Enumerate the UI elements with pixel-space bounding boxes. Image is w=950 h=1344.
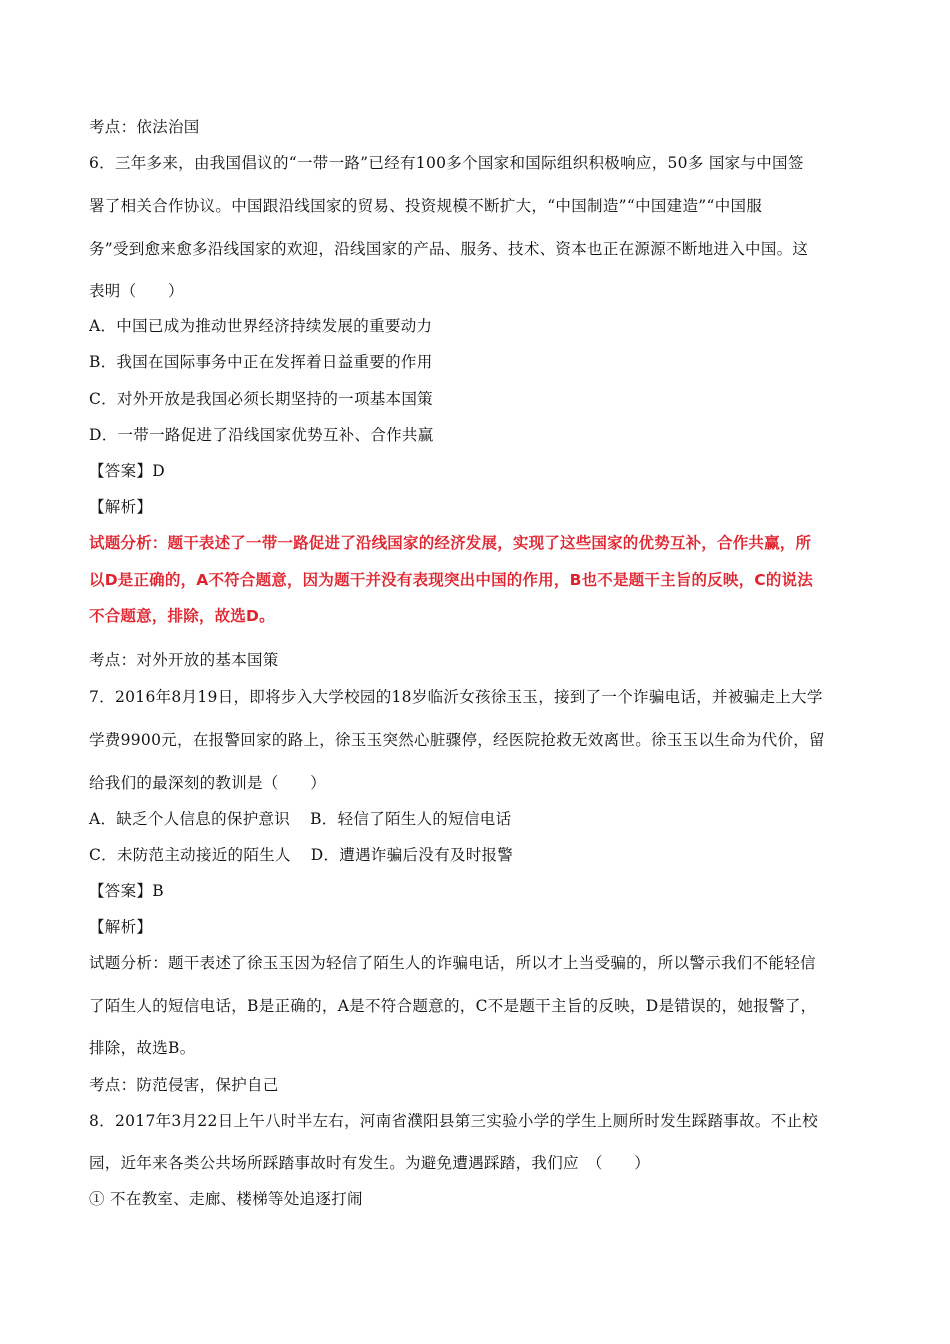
q7-option-a: A．缺乏个人信息的保护意识	[89, 810, 291, 828]
q7-options-row-1	[89, 809, 511, 829]
q6-analysis-line-3: 不合题意，排除，故选D。	[89, 607, 275, 625]
q8-stem-line-2: 园，近年来各类公共场所踩踏事故时有发生。为避免遭遇踩踏，我们应 （ ）	[89, 1154, 651, 1172]
q7-analysis-line-2: 了陌生人的短信电话，B是正确的，A是不符合题意的，C不是题干主旨的反映，D是错误的，她报警了，	[89, 997, 817, 1015]
q6-analysis-line-2: 以D是正确的，A不符合题意，因为题干并没有表现突出中国的作用，B也不是题干主旨的反映，C的说法	[89, 571, 813, 589]
q6-stem-line-3: 务”受到愈来愈多沿线国家的欢迎，沿线国家的产品、服务、技术、资本也正在源源不断地进入中国。这	[89, 240, 809, 258]
q7-jiexi-label: 【解析】	[89, 918, 153, 936]
q7-options-row-2	[89, 845, 513, 865]
q7-analysis-line-3: 排除，故选B。	[89, 1039, 196, 1057]
q7-answer: 【答案】B	[89, 882, 164, 900]
q8-stem-line-1: 8．2017年3月22日上午八时半左右，河南省濮阳县第三实验小学的学生上厕所时发生踩踏事故。不止校	[89, 1112, 819, 1130]
q5-kaodian: 考点：依法治国	[89, 118, 200, 136]
q6-stem-line-4: 表明（ ）	[89, 282, 184, 300]
q6-stem-line-1: 6．三年多来，由我国倡议的“一带一路”已经有100多个国家和国际组织积极响应，50多 国家与中国签	[89, 154, 804, 172]
q7-stem-line-1: 7．2016年8月19日，即将步入大学校园的18岁临沂女孩徐玉玉，接到了一个诈骗电话，并被骗走上大学	[89, 688, 823, 706]
q8-item-1: ① 不在教室、走廊、楼梯等处追逐打闹	[89, 1190, 363, 1208]
q7-stem-line-2: 学费9900元，在报警回家的路上，徐玉玉突然心脏骤停，经医院抢救无效离世。徐玉玉以生命为代价，留	[89, 731, 825, 749]
q7-option-c: C．未防范主动接近的陌生人	[89, 846, 291, 864]
q6-option-c: C．对外开放是我国必须长期坚持的一项基本国策	[89, 390, 433, 408]
q6-option-a: A．中国已成为推动世界经济持续发展的重要动力	[89, 317, 433, 335]
q6-jiexi-label: 【解析】	[89, 498, 153, 516]
q7-option-d: D．遭遇诈骗后没有及时报警	[310, 846, 514, 864]
q6-option-b: B．我国在国际事务中正在发挥着日益重要的作用	[89, 353, 433, 371]
q6-option-d: D．一带一路促进了沿线国家优势互补、合作共赢	[89, 426, 434, 444]
q6-stem-line-2: 署了相关合作协议。中国跟沿线国家的贸易、投资规模不断扩大，“中国制造”“中国建造”“中国服	[89, 197, 763, 215]
q7-stem-line-3: 给我们的最深刻的教训是（ ）	[89, 774, 327, 792]
q7-option-b: B．轻信了陌生人的短信电话	[310, 810, 512, 828]
q7-kaodian: 考点：防范侵害，保护自己	[89, 1076, 279, 1094]
q6-analysis-line-1: 试题分析：题干表述了一带一路促进了沿线国家的经济发展，实现了这些国家的优势互补，合作共赢，所	[89, 534, 812, 552]
q6-kaodian: 考点：对外开放的基本国策	[89, 651, 279, 669]
q7-analysis-line-1: 试题分析：题干表述了徐玉玉因为轻信了陌生人的诈骗电话，所以才上当受骗的，所以警示我们不能轻信	[89, 954, 816, 972]
q6-answer: 【答案】D	[89, 462, 165, 480]
